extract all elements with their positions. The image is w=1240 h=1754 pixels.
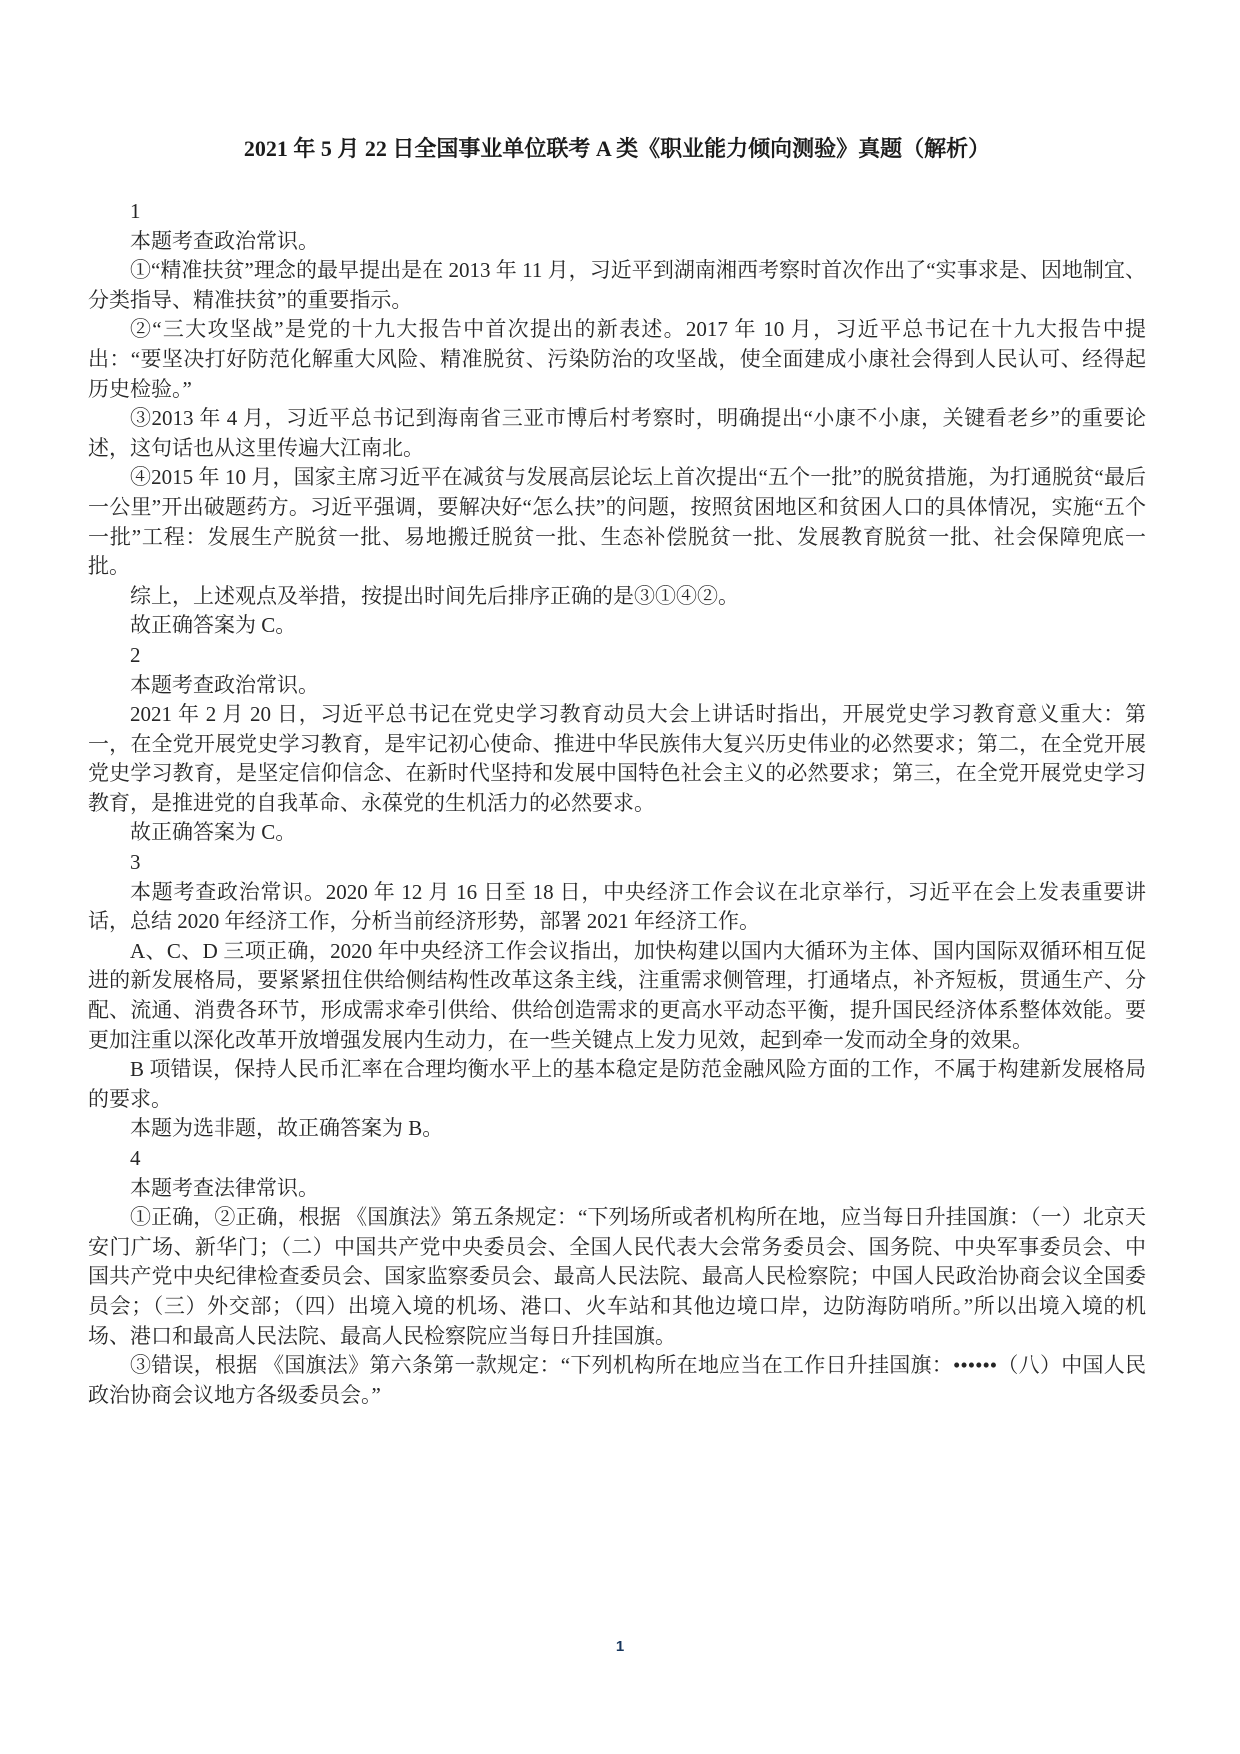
document-content [88,134,1146,1410]
paragraph: 本题考查政治常识。2020 年 12 月 16 日至 18 日，中央经济工作会议在北京举行，习近平在会上发表重要讲话，总结 2020 年经济工作，分析当前经济形势，部署 2021 年经济工作。 [88,879,1146,934]
page-number: 1 [615,1638,625,1655]
paragraph: A、C、D 三项正确，2020 年中央经济工作会议指出，加快构建以国内大循环为主体、国内国际双循环相互促进的新发展格局，要紧紧扭住供给侧结构性改革这条主线，注重需求侧管理，打通堵点，补齐短板，贯通生产、分配、流通、消费各环节，形成需求牵引供给、供给创造需求的更高水平动态平衡，提升国民经济体系整体效能。要更加注重以深化改革开放增强发展内生动力，在一些关键点上发力见效，起到牵一发而动全身的效果。 [88,938,1146,1052]
paragraph: 本题考查法律常识。 [130,1175,319,1200]
question-block-1 [88,197,1146,641]
question-number-4: 4 [130,1146,141,1170]
question-number-1: 1 [130,199,141,223]
paragraph: 综上，上述观点及举措，按提出时间先后排序正确的是③①④②。 [130,583,739,608]
paragraph: ③2013 年 4 月，习近平总书记到海南省三亚市博后村考察时，明确提出“小康不小康，关键看老乡”的重要论述，这句话也从这里传遍大江南北。 [88,406,1146,460]
document-title: 2021 年 5 月 22 日全国事业单位联考 A 类《职业能力倾向测验》真题（解析） [243,136,991,161]
answer-line: 故正确答案为 C。 [130,820,297,845]
paragraph: ②“三大攻坚战”是党的十九大报告中首次提出的新表述。2017 年 10 月，习近平总书记在十九大报告中提出：“要坚决打好防范化解重大风险、精准脱贫、污染防治的攻坚战，使全面建成小康社会得到人民认可、经得起历史检验。” [88,317,1146,401]
question-block-3 [88,848,1146,1144]
answer-line: 本题为选非题，故正确答案为 B。 [130,1116,444,1141]
question-number-3: 3 [130,850,141,875]
paragraph: ①“精准扶贫”理念的最早提出是在 2013 年 11 月，习近平到湖南湘西考察时首次作出了“实事求是、因地制宜、分类指导、精准扶贫”的重要指示。 [88,258,1146,312]
paragraph: 2021 年 2 月 20 日，习近平总书记在党史学习教育动员大会上讲话时指出，开展党史学习教育意义重大：第一，在全党开展党史学习教育，是牢记初心使命、推进中华民族伟大复兴历史伟业的必然要求；第二，在全党开展党史学习教育，是坚定信仰信念、在新时代坚持和发展中国特色社会主义的必然要求；第三，在全党开展党史学习教育，是推进党的自我革命、永葆党的生机活力的必然要求。 [88,702,1146,815]
paragraph: B 项错误，保持人民币汇率在合理均衡水平上的基本稳定是防范金融风险方面的工作，不属于构建新发展格局的要求。 [88,1057,1146,1111]
question-block-4 [88,1144,1146,1410]
paragraph: ③错误，根据 《国旗法》第六条第一款规定：“下列机构所在地应当在工作日升挂国旗：••••••（八）中国人民政治协商会议地方各级委员会。” [88,1353,1146,1407]
paragraph: 本题考查政治常识。 [130,672,319,697]
paragraph: ④2015 年 10 月，国家主席习近平在减贫与发展高层论坛上首次提出“五个一批”的脱贫措施，为打通脱贫“最后一公里”开出破题药方。习近平强调，要解决好“怎么扶”的问题，按照贫困地区和贫困人口的具体情况，实施“五个一批”工程：发展生产脱贫一批、易地搬迁脱贫一批、生态补偿脱贫一批、发展教育脱贫一批、社会保障兜底一批。 [88,465,1146,579]
question-block-2 [88,641,1146,848]
question-number-2: 2 [130,642,141,667]
paragraph: 本题考查政治常识。 [130,228,319,253]
answer-line: 故正确答案为 C。 [130,613,297,638]
paragraph: ①正确，②正确，根据 《国旗法》第五条规定：“下列场所或者机构所在地，应当每日升挂国旗：（一）北京天安门广场、新华门；（二）中国共产党中央委员会、全国人民代表大会常务委员会、国务院、中央军事委员会、中国共产党中央纪律检查委员会、国家监察委员会、最高人民法院、最高人民检察院；中国人民政治协商会议全国委员会；（三）外交部；（四）出境入境的机场、港口、火车站和其他边境口岸，边防海防哨所。”所以出境入境的机场、港口和最高人民法院、最高人民检察院应当每日升挂国旗。 [88,1205,1146,1348]
